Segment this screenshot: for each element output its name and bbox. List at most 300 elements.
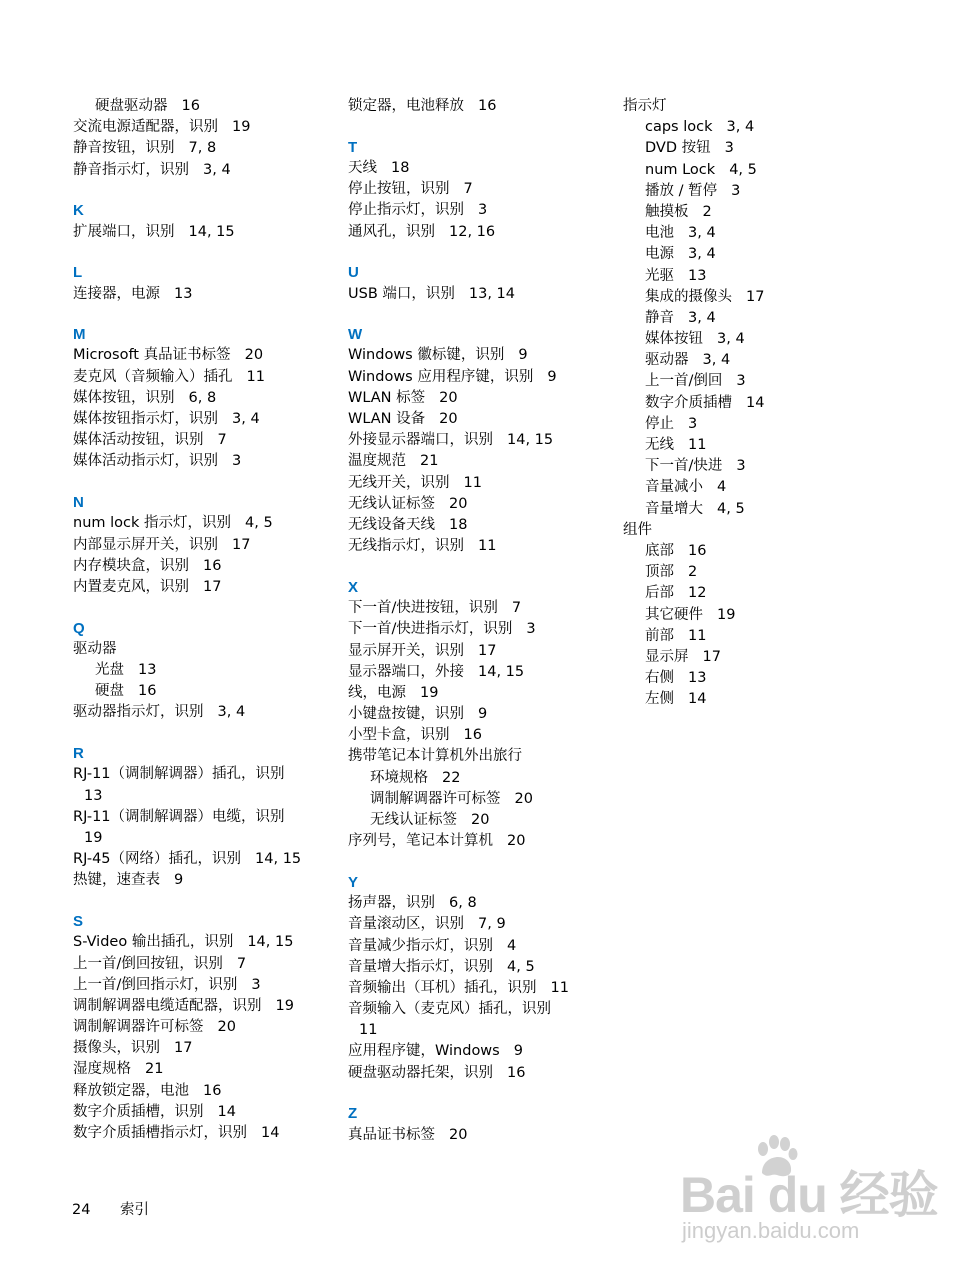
index-entry <box>348 768 628 789</box>
index-entry <box>348 96 628 117</box>
watermark-url: jingyan.baidu.com <box>682 1218 860 1243</box>
index-entry-pages: 3 <box>478 202 488 219</box>
index-entry-term: 音量滚动区，识别 <box>348 916 464 933</box>
index-entry-pages: 4, 5 <box>245 515 273 532</box>
index-entry-term: 停止按钮，识别 <box>348 181 450 198</box>
index-entry <box>73 660 353 681</box>
index-entry-pages: 17 <box>478 642 497 659</box>
index-entry-term: 指示灯 <box>623 98 667 114</box>
index-entry <box>73 828 353 849</box>
index-entry <box>348 158 628 179</box>
index-letter-heading: N <box>73 494 84 512</box>
index-entry-term: 显示器端口，外接 <box>348 663 464 680</box>
index-entry <box>73 870 353 891</box>
index-entry-pages: 11 <box>246 368 265 385</box>
index-entry <box>73 975 353 996</box>
index-entry-term: WLAN 标签 <box>348 389 426 406</box>
index-entry-pages: 22 <box>442 769 461 786</box>
index-entry <box>73 807 353 828</box>
index-entry <box>348 345 628 366</box>
index-entry <box>73 222 353 243</box>
index-entry-pages: 3, 4 <box>232 411 260 428</box>
index-entry-term: RJ-11（调制解调器）电缆，识别 <box>73 808 285 825</box>
index-entry <box>348 725 628 746</box>
index-entry-pages: 3 <box>251 976 261 993</box>
index-entry <box>73 702 353 723</box>
page-number: 24 <box>72 1202 91 1218</box>
index-entry-term: 底部 <box>645 542 674 559</box>
index-entry <box>348 704 628 725</box>
index-entry <box>73 513 353 534</box>
index-letter-heading: Q <box>73 619 85 637</box>
index-entry-pages: 3, 4 <box>688 246 716 263</box>
index-entry-pages: 17 <box>203 578 222 595</box>
index-entry-pages: 7 <box>463 181 473 198</box>
index-entry-term: 音频输出（耳机）插孔，识别 <box>348 979 537 996</box>
index-entry-term: 电源 <box>645 246 674 263</box>
index-entry-pages: 3, 4 <box>688 309 716 326</box>
index-entry-term: 组件 <box>623 521 652 538</box>
index-entry <box>623 181 903 202</box>
index-entry-pages: 19 <box>232 119 251 136</box>
index-entry-term: 无线开关，识别 <box>348 474 450 491</box>
index-entry <box>73 764 353 785</box>
index-entry <box>73 451 353 472</box>
index-entry-term: 序列号，笔记本计算机 <box>348 833 493 850</box>
index-entry <box>73 556 353 577</box>
index-entry-pages: 3 <box>526 621 536 638</box>
index-entry-term: 上一首/倒回指示灯，识别 <box>73 976 238 993</box>
index-letter-heading: L <box>73 264 83 282</box>
index-entry-pages: 20 <box>439 389 458 406</box>
index-entry <box>348 662 628 683</box>
index-entry <box>623 266 903 287</box>
index-entry-term: USB 端口，识别 <box>348 285 455 302</box>
index-entry-term: 无线 <box>645 437 674 453</box>
index-column-3 <box>623 96 903 710</box>
index-entry-term: 下一首/快进按钮，识别 <box>348 600 498 617</box>
index-entry <box>348 494 628 515</box>
index-entry-pages: 3 <box>736 458 746 475</box>
index-entry-pages: 14 <box>261 1125 280 1142</box>
index-entry <box>348 1020 628 1041</box>
index-entry <box>73 996 353 1017</box>
index-entry-term: 扩展端口，识别 <box>73 223 175 240</box>
index-entry-pages: 9 <box>513 1043 523 1060</box>
index-entry <box>623 583 903 604</box>
index-entry-pages: 9 <box>518 347 528 364</box>
index-entry <box>348 515 628 536</box>
index-entry-term: 电池 <box>645 225 674 242</box>
index-entry-term: num lock 指示灯，识别 <box>73 515 231 532</box>
index-letter-heading: Z <box>348 1105 358 1123</box>
index-entry-term: 内存模块盒，识别 <box>73 557 189 574</box>
index-entry <box>623 668 903 689</box>
index-letter-heading: K <box>73 202 84 220</box>
index-entry <box>348 619 628 640</box>
index-entry-term: DVD 按钮 <box>645 140 711 157</box>
index-entry-pages: 20 <box>439 411 458 428</box>
index-entry <box>348 789 628 810</box>
index-entry-term: 右侧 <box>645 670 674 687</box>
index-entry-term: 播放 / 暂停 <box>645 182 718 199</box>
index-entry-pages: 3, 4 <box>203 161 231 178</box>
index-entry <box>623 138 903 159</box>
index-entry <box>623 456 903 477</box>
index-entry-term: 锁定器，电池释放 <box>348 98 464 114</box>
index-entry-pages: 13 <box>688 670 707 687</box>
index-entry-pages: 11 <box>463 474 482 491</box>
index-entry <box>348 936 628 957</box>
index-entry-pages: 11 <box>550 979 569 996</box>
index-entry-pages: 13 <box>174 285 193 302</box>
index-entry-pages: 11 <box>688 437 707 453</box>
index-entry-pages: 17 <box>232 536 251 553</box>
index-entry-pages: 3 <box>688 415 698 432</box>
index-entry-pages: 20 <box>244 347 264 364</box>
index-entry <box>348 641 628 662</box>
index-letter-heading: W <box>348 326 363 344</box>
index-entry-term: 媒体按钮，识别 <box>73 389 175 406</box>
index-entry <box>348 1063 628 1084</box>
index-entry-term: 显示屏开关，识别 <box>348 642 464 659</box>
index-entry <box>348 388 628 409</box>
index-entry-pages: 14 <box>688 691 707 708</box>
index-entry-term: 内置麦克风，识别 <box>73 578 189 595</box>
index-entry-term: 线，电源 <box>348 684 406 701</box>
index-entry-pages: 9 <box>478 706 488 723</box>
index-entry-term: 连接器，电源 <box>73 285 160 302</box>
index-entry-pages: 17 <box>702 648 721 665</box>
index-entry <box>348 179 628 200</box>
index-entry-term: 光盘 <box>95 662 124 679</box>
index-entry-term: 无线认证标签 <box>370 812 457 828</box>
index-entry-pages: 2 <box>688 564 698 581</box>
index-entry-pages: 20 <box>514 790 533 807</box>
index-entry <box>73 1123 353 1144</box>
index-entry <box>348 409 628 430</box>
index-entry-pages: 16 <box>463 727 482 744</box>
index-entry <box>623 647 903 668</box>
index-entry <box>73 367 353 388</box>
index-entry-pages: 20 <box>507 833 526 850</box>
index-entry <box>348 284 628 305</box>
index-entry-pages: 20 <box>471 812 490 828</box>
index-entry <box>73 849 353 870</box>
index-entry <box>348 810 628 831</box>
index-entry-term: 驱动器 <box>73 640 117 657</box>
index-entry-term: 调制解调器电缆适配器，识别 <box>73 997 262 1014</box>
index-entry <box>348 999 628 1020</box>
index-entry-term: 媒体活动指示灯，识别 <box>73 453 218 470</box>
index-entry-term: 数字介质插槽，识别 <box>73 1103 204 1120</box>
index-entry-pages: 3 <box>724 140 734 157</box>
index-entry-pages: 3 <box>232 453 242 470</box>
index-entry-term: 麦克风（音频输入）插孔 <box>73 368 233 385</box>
index-entry-term: 携带笔记本计算机外出旅行 <box>348 748 522 765</box>
index-entry-term: 释放锁定器，电池 <box>73 1082 189 1099</box>
index-letter-heading: U <box>348 264 359 282</box>
index-entry-pages: 4, 5 <box>729 161 757 178</box>
index-entry-pages: 19 <box>420 684 439 701</box>
index-entry <box>348 200 628 221</box>
index-entry-term: 小型卡盒，识别 <box>348 727 450 744</box>
index-entry-pages: 14 <box>217 1103 236 1120</box>
index-entry-term: 后部 <box>645 585 674 602</box>
index-entry-term: 数字介质插槽指示灯，识别 <box>73 1125 247 1142</box>
index-entry-pages: 14 <box>746 394 765 411</box>
index-entry <box>73 681 353 702</box>
index-entry-term: caps lock <box>645 119 713 136</box>
index-column-1 <box>73 96 353 1144</box>
index-entry <box>73 577 353 598</box>
index-entry <box>348 831 628 852</box>
index-entry <box>623 520 903 541</box>
index-entry-pages: 3, 4 <box>688 225 716 242</box>
index-entry-term: 媒体按钮指示灯，识别 <box>73 411 218 428</box>
index-entry <box>623 689 903 710</box>
index-entry-term: 触摸板 <box>645 203 689 220</box>
index-entry-term: 数字介质插槽 <box>645 394 732 411</box>
index-entry-pages: 7, 9 <box>478 916 506 933</box>
index-entry <box>623 329 903 350</box>
index-entry-term: 光驱 <box>645 267 674 284</box>
index-entry-pages: 20 <box>449 1126 468 1143</box>
index-entry-term: 其它硬件 <box>645 606 703 623</box>
index-entry <box>623 414 903 435</box>
index-entry-pages: 4 <box>507 937 517 954</box>
index-entry-term: 扬声器，识别 <box>348 895 435 912</box>
index-entry <box>348 367 628 388</box>
index-entry-term: 静音指示灯，识别 <box>73 161 189 178</box>
index-entry-term: 上一首/倒回 <box>645 373 723 390</box>
index-entry-pages: 21 <box>145 1061 164 1078</box>
index-entry-pages: 11 <box>478 538 497 555</box>
index-entry-pages: 7 <box>236 955 247 972</box>
index-entry-pages: 16 <box>203 557 222 574</box>
index-entry <box>348 598 628 619</box>
index-entry-term: 下一首/快进 <box>645 458 723 475</box>
index-entry <box>73 1017 353 1038</box>
index-entry <box>348 746 628 767</box>
index-entry-term: Windows 应用程序键，识别 <box>348 368 534 385</box>
watermark-logo-text: Bai du 经验 <box>680 1167 938 1223</box>
index-entry <box>623 160 903 181</box>
index-entry-pages: 4, 5 <box>717 500 745 517</box>
index-entry <box>348 536 628 557</box>
index-entry-term: 静音 <box>645 309 674 326</box>
index-entry-pages: 3, 4 <box>702 352 731 369</box>
index-entry-term: 媒体活动按钮，识别 <box>73 432 204 449</box>
index-entry-pages: 16 <box>203 1082 222 1099</box>
index-entry <box>73 345 353 366</box>
index-entry-term: 环境规格 <box>370 769 428 786</box>
index-entry-term: 显示屏 <box>645 648 689 665</box>
index-entry-pages: 2 <box>702 203 712 220</box>
index-entry <box>348 1041 628 1062</box>
index-entry <box>623 371 903 392</box>
index-entry-pages: 14, 15 <box>478 663 525 680</box>
index-entry <box>73 1081 353 1102</box>
index-entry-pages: 17 <box>746 288 765 305</box>
index-entry-term: 停止 <box>645 415 674 432</box>
index-entry-pages: 20 <box>449 495 468 512</box>
index-entry <box>623 223 903 244</box>
section-title: 索引 <box>120 1202 149 1218</box>
index-entry <box>73 639 353 660</box>
index-entry-pages: 21 <box>420 453 439 470</box>
index-entry-term: 音量增大指示灯，识别 <box>348 958 493 975</box>
index-entry-pages: 3, 4 <box>717 331 745 348</box>
index-entry <box>623 605 903 626</box>
index-entry <box>73 1059 353 1080</box>
index-entry-pages: 11 <box>688 627 707 644</box>
index-entry <box>348 430 628 451</box>
index-entry-term: 集成的摄像头 <box>645 288 732 305</box>
index-letter-heading: X <box>348 578 359 596</box>
index-entry-term: 湿度规格 <box>73 1061 131 1078</box>
index-entry-pages: 13 <box>84 787 103 804</box>
index-entry-term: 内部显示屏开关，识别 <box>73 536 218 553</box>
index-entry <box>623 117 903 138</box>
index-entry <box>623 287 903 308</box>
index-entry-pages: 11 <box>359 1022 378 1039</box>
index-entry-term: 音量减小 <box>645 479 703 496</box>
index-entry-term: 音量减少指示灯，识别 <box>348 937 493 954</box>
index-letter-heading: T <box>348 138 358 156</box>
index-entry-pages: 20 <box>217 1019 236 1036</box>
index-entry-pages: 14, 15 <box>507 432 554 449</box>
index-column-2 <box>348 96 628 1146</box>
index-entry <box>73 430 353 451</box>
index-entry-term: 媒体按钮 <box>645 331 703 348</box>
index-entry <box>623 477 903 498</box>
index-entry-pages: 7 <box>511 600 522 617</box>
index-entry-term: 静音按钮，识别 <box>73 140 175 157</box>
index-entry-term: 温度规范 <box>348 453 406 470</box>
index-entry-term: 停止指示灯，识别 <box>348 202 464 219</box>
index-entry <box>623 435 903 456</box>
index-entry <box>348 978 628 999</box>
index-entry <box>348 1125 628 1146</box>
index-entry-pages: 13, 14 <box>468 285 515 302</box>
index-entry <box>73 138 353 159</box>
index-entry-term: 无线认证标签 <box>348 495 435 512</box>
index-entry <box>73 160 353 181</box>
index-entry-pages: 18 <box>449 516 468 533</box>
index-entry-pages: 16 <box>478 98 497 114</box>
index-entry-term: 无线指示灯，识别 <box>348 538 464 555</box>
index-entry-pages: 3, 4 <box>726 119 755 136</box>
index-entry <box>348 914 628 935</box>
index-entry <box>73 409 353 430</box>
index-entry-term: 前部 <box>645 627 674 644</box>
index-entry <box>623 202 903 223</box>
index-entry <box>73 117 353 138</box>
index-letter-heading: M <box>73 326 86 344</box>
index-entry <box>73 1038 353 1059</box>
index-entry-pages: 19 <box>717 606 736 623</box>
index-entry-term: 天线 <box>348 159 377 176</box>
index-entry-term: Windows 徽标键，识别 <box>348 347 505 364</box>
index-entry-term: 硬盘驱动器托架，识别 <box>348 1064 493 1081</box>
index-entry <box>73 535 353 556</box>
index-entry-term: 顶部 <box>645 564 674 581</box>
index-entry-term: 通风孔，识别 <box>348 223 435 240</box>
index-entry-pages: 3 <box>736 373 746 390</box>
index-entry <box>348 222 628 243</box>
index-entry <box>348 957 628 978</box>
index-entry <box>623 96 903 117</box>
index-entry-pages: 6, 8 <box>449 895 477 912</box>
index-entry-pages: 3, 4 <box>217 704 246 721</box>
index-entry <box>73 96 353 117</box>
index-entry-pages: 18 <box>391 159 410 176</box>
index-entry-term: 音量增大 <box>645 500 703 517</box>
index-entry-term: 真品证书标签 <box>348 1126 435 1143</box>
index-entry-pages: 12, 16 <box>449 223 496 240</box>
index-entry <box>623 626 903 647</box>
index-entry-term: 硬盘驱动器 <box>95 98 168 114</box>
index-letter-heading: R <box>73 745 84 763</box>
index-entry-pages: 14, 15 <box>255 851 302 868</box>
index-entry <box>73 954 353 975</box>
index-entry-term: 硬盘 <box>95 683 124 700</box>
index-entry-term: 摄像头，识别 <box>73 1040 160 1057</box>
index-entry-term: Microsoft 真品证书标签 <box>73 347 231 364</box>
index-entry <box>348 683 628 704</box>
index-entry-term: 无线设备天线 <box>348 516 435 533</box>
index-entry <box>623 244 903 265</box>
baidu-watermark <box>680 1135 950 1260</box>
index-entry-pages: 14, 15 <box>188 223 235 240</box>
index-entry-pages: 7, 8 <box>188 140 217 157</box>
index-entry <box>348 473 628 494</box>
index-entry-pages: 4, 5 <box>507 958 535 975</box>
index-entry-term: num Lock <box>645 161 716 178</box>
index-entry <box>348 893 628 914</box>
index-entry-term: 调制解调器许可标签 <box>370 790 501 807</box>
index-entry-pages: 13 <box>688 267 707 284</box>
index-entry <box>73 1102 353 1123</box>
index-entry <box>73 932 353 953</box>
index-letter-heading: S <box>73 913 84 931</box>
index-entry-term: 热键，速查表 <box>73 872 160 889</box>
index-entry <box>623 499 903 520</box>
index-entry <box>73 786 353 807</box>
index-entry-term: 驱动器指示灯，识别 <box>73 704 204 721</box>
index-entry-term: 调制解调器许可标签 <box>73 1019 204 1036</box>
page-footer <box>72 1200 149 1221</box>
index-entry-pages: 9 <box>547 368 557 385</box>
index-entry-term: 小键盘按键，识别 <box>348 706 464 723</box>
index-entry-pages: 16 <box>688 542 707 559</box>
index-entry-term: 下一首/快进指示灯，识别 <box>348 621 513 638</box>
index-entry-term: 交流电源适配器，识别 <box>73 119 218 136</box>
index-entry-pages: 19 <box>84 830 103 846</box>
index-entry <box>348 451 628 472</box>
index-entry-term: 左侧 <box>645 691 674 708</box>
index-entry-pages: 16 <box>181 98 200 114</box>
index-entry-pages: 19 <box>275 997 294 1014</box>
index-entry-pages: 17 <box>174 1040 193 1057</box>
index-entry-pages: 3 <box>731 182 741 199</box>
index-entry-pages: 9 <box>174 872 184 889</box>
index-entry-pages: 14, 15 <box>247 934 294 951</box>
index-entry <box>623 562 903 583</box>
index-entry-pages: 13 <box>138 662 157 679</box>
index-entry <box>623 541 903 562</box>
